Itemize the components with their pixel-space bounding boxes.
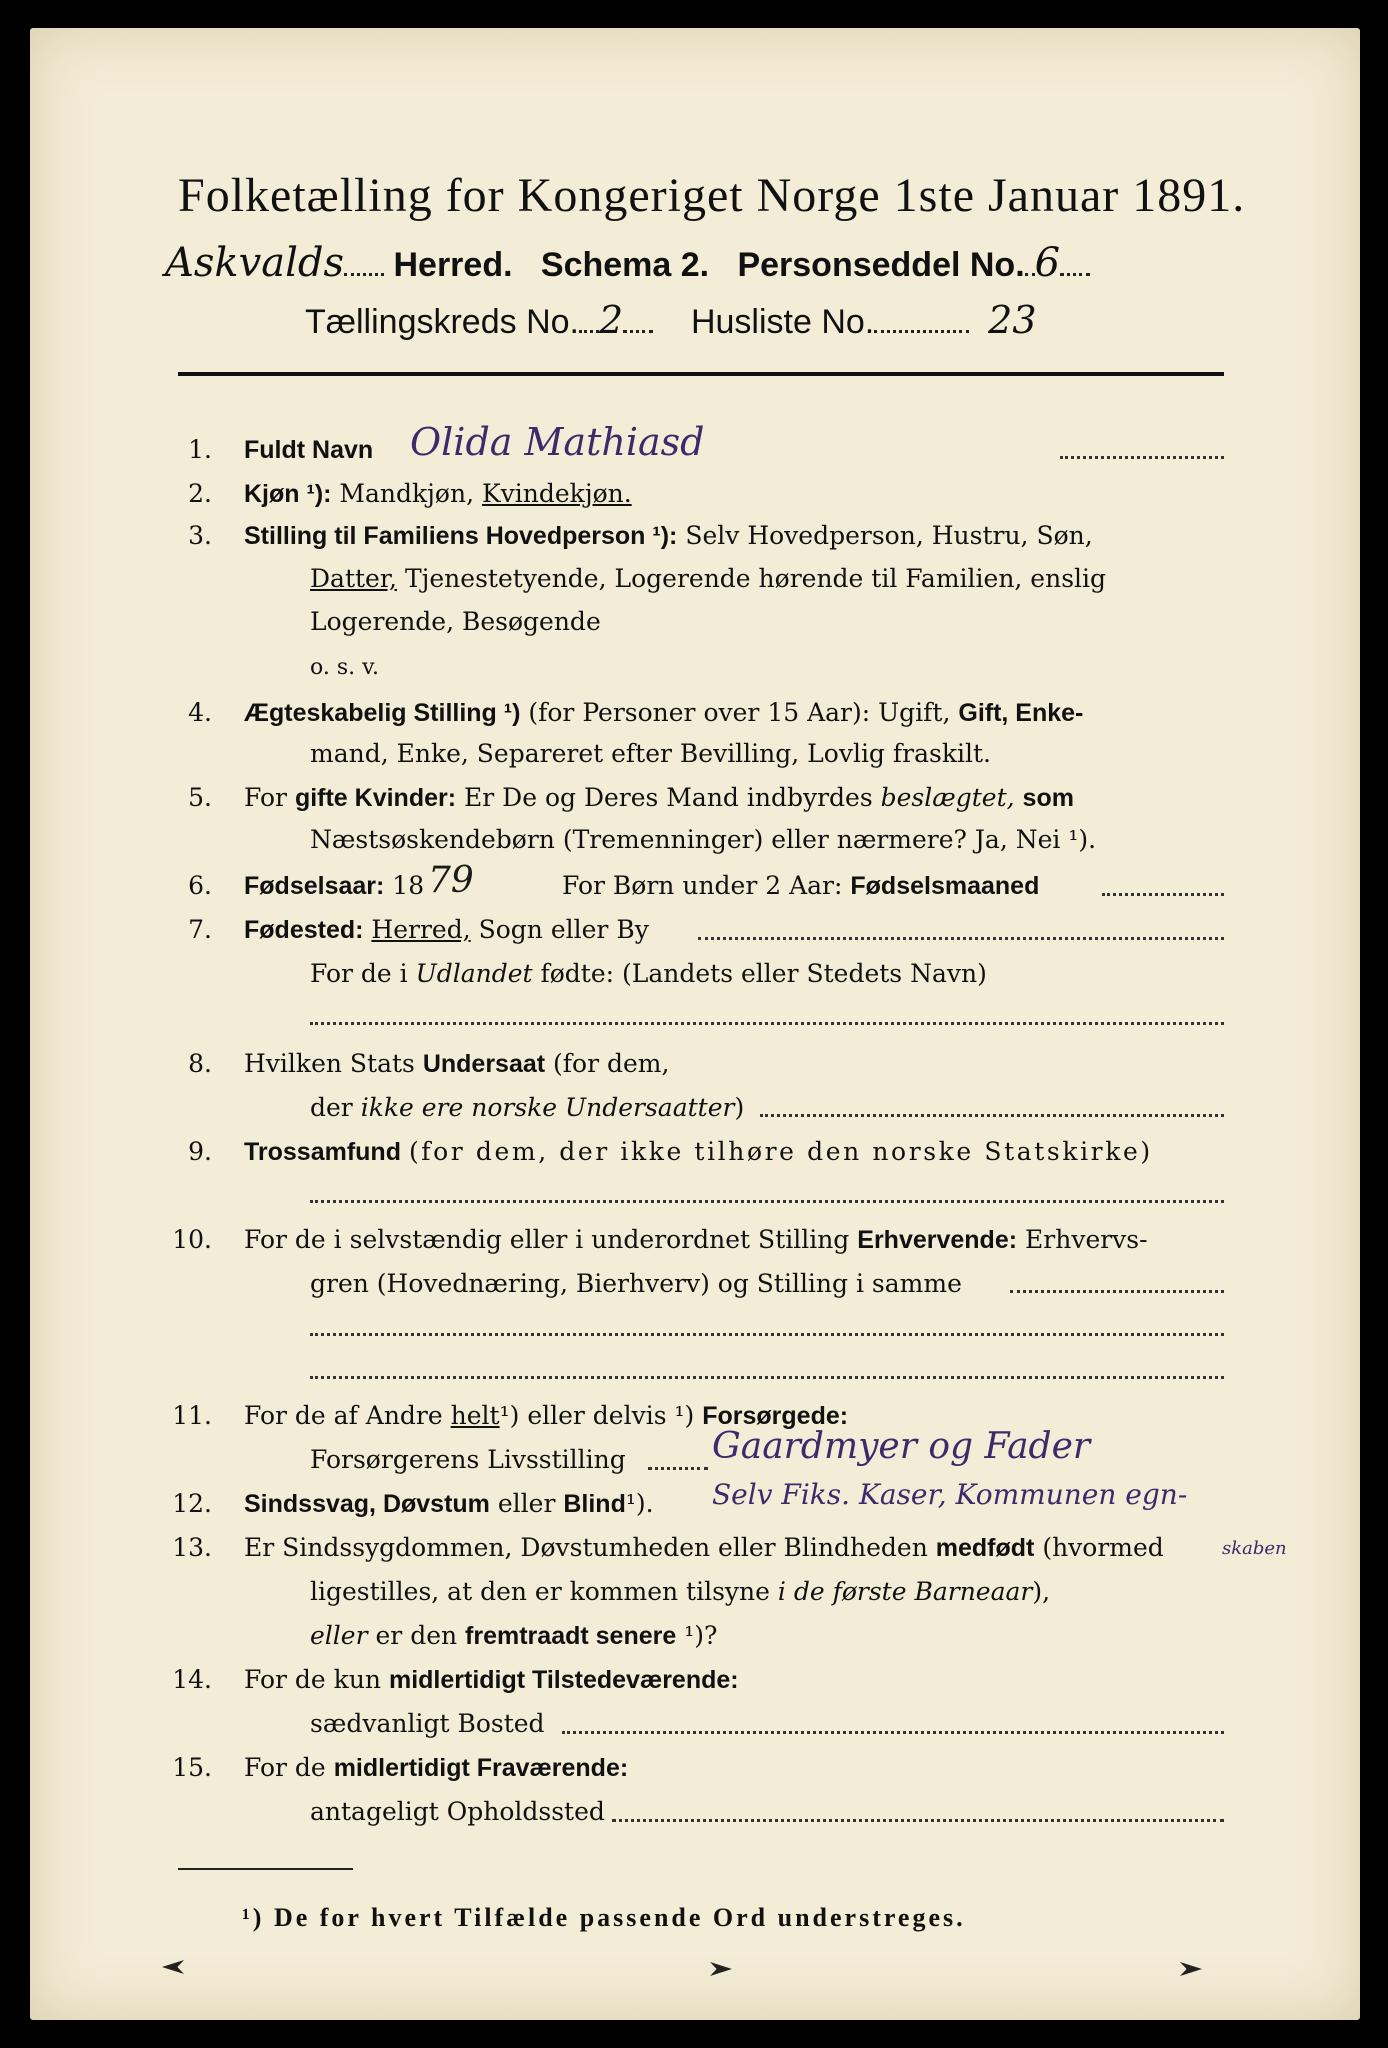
year-prefix: 18 xyxy=(392,871,425,900)
item-label: medfødt xyxy=(935,1534,1035,1562)
herred-value: Askvalds xyxy=(165,240,345,286)
item-text: eller xyxy=(310,1621,368,1650)
item-number: 2. xyxy=(188,479,212,508)
disability-value-continued: skaben xyxy=(1222,1538,1287,1559)
underlined-option: Kvindekjøn. xyxy=(481,479,632,508)
item-text: ¹) xyxy=(499,1401,520,1430)
schema-label: Schema 2. xyxy=(540,246,710,284)
item-text: For xyxy=(244,783,287,812)
item-label: Forsørgede: xyxy=(702,1402,849,1430)
item-text: beslægtet, xyxy=(880,783,1015,812)
fill-line xyxy=(310,1333,1224,1336)
item-text: Er Sindssygdommen, Døvstumheden eller Blindheden xyxy=(244,1533,928,1562)
kreds-label: Tællingskreds No. xyxy=(305,303,579,341)
item-13-line-2 xyxy=(310,1576,1050,1608)
item-text: (for Personer over 15 Aar): Ugift, xyxy=(528,698,951,727)
item-text: i de første Barneaar xyxy=(777,1577,1033,1606)
fill-line xyxy=(310,1376,1224,1379)
item-text: (for dem, xyxy=(553,1049,670,1078)
item-text: (for dem, der ikke tilhøre den norske Statskirke) xyxy=(408,1137,1153,1166)
underlined-option: Datter, xyxy=(310,564,397,593)
item-text: For de i selvstændig eller i underordnet Stilling xyxy=(244,1225,850,1254)
header-rule xyxy=(178,372,1224,376)
item-label: Fødselsmaaned xyxy=(850,872,1040,900)
item-text: Er De og Deres Mand indbyrdes xyxy=(464,783,873,812)
item-text: er den xyxy=(375,1621,458,1650)
item-label: midlertidigt Fraværende: xyxy=(333,1754,629,1782)
item-14-line-2: sædvanligt Bosted xyxy=(310,1709,545,1738)
item-label: gifte Kvinder: xyxy=(294,784,457,812)
item-text: Erhvervs- xyxy=(1025,1225,1148,1254)
item-text: Selv Hovedperson, Hustru, Søn, xyxy=(685,521,1093,550)
item-10-line-2: gren (Hovednæring, Bierhverv) og Stilling i samme xyxy=(310,1269,962,1298)
fill-line xyxy=(310,1022,1224,1025)
fill-line xyxy=(698,937,1224,940)
herred-label: Herred. xyxy=(393,246,513,284)
form-title: Folketælling for Kongeriget Norge 1ste Januar 1891. xyxy=(178,169,1246,222)
item-label: Trossamfund xyxy=(244,1138,401,1166)
personseddel-value: 6 xyxy=(1034,240,1061,286)
item-text: ) xyxy=(734,1093,745,1122)
underlined-option: helt xyxy=(450,1401,500,1430)
item-text: Sogn eller By xyxy=(478,915,649,944)
item-number: 3. xyxy=(188,521,212,550)
item-text: (hvormed xyxy=(1042,1533,1164,1562)
item-text: Hvilken Stats xyxy=(244,1049,415,1078)
item-text: For de i xyxy=(310,959,408,988)
item-number: 10. xyxy=(172,1225,212,1254)
item-text: ¹). xyxy=(625,1489,654,1518)
personseddel-label: Personseddel No. xyxy=(737,246,1025,284)
item-text: Mandkjøn, xyxy=(339,479,475,508)
item-label: Fødselsaar: xyxy=(244,872,385,900)
item-label: Blind xyxy=(563,1490,626,1518)
full-name-value: Olida Mathiasd xyxy=(410,420,705,464)
item-label: Erhvervende: xyxy=(857,1226,1018,1254)
item-label: Fuldt Navn xyxy=(244,436,374,464)
item-number: 15. xyxy=(172,1753,212,1782)
item-label: Gift, Enke- xyxy=(958,699,1084,727)
item-text: For de kun xyxy=(244,1665,382,1694)
item-number: 7. xyxy=(188,915,212,944)
item-7-line-2 xyxy=(310,958,987,990)
item-label: som xyxy=(1022,784,1074,812)
disability-value: Selv Fiks. Kaser, Kommunen egn- xyxy=(712,1478,1188,1511)
fill-line xyxy=(1010,1290,1224,1293)
husliste-label: Husliste No. xyxy=(690,303,875,341)
item-3-line-4: o. s. v. xyxy=(310,655,379,680)
item-text: der xyxy=(310,1093,353,1122)
item-label: midlertidigt Tilstedeværende: xyxy=(388,1666,739,1694)
item-6-part-2 xyxy=(562,870,1039,902)
item-number: 13. xyxy=(172,1533,212,1562)
item-text: eller delvis ¹) xyxy=(527,1401,695,1430)
item-label: Ægteskabelig Stilling ¹) xyxy=(244,699,521,727)
item-text: Tjenestetyende, Logerende hørende til Familien, enslig xyxy=(404,564,1107,593)
item-text: ), xyxy=(1032,1577,1051,1606)
item-label: Stilling til Familiens Hovedperson ¹): xyxy=(244,522,678,550)
item-number: 1. xyxy=(188,435,212,464)
fill-line xyxy=(562,1731,1224,1734)
item-number: 6. xyxy=(188,871,212,900)
item-5-line-2: Næstsøskendebørn (Tremenninger) eller nærmere? Ja, Nei ¹). xyxy=(310,825,1097,854)
item-label: Sindssvag, Døvstum xyxy=(244,1490,490,1518)
underlined-option: Herred, xyxy=(371,915,471,944)
item-number: 9. xyxy=(188,1137,212,1166)
item-number: 12. xyxy=(172,1489,212,1518)
item-text: For de af Andre xyxy=(244,1401,443,1430)
item-number: 11. xyxy=(172,1401,212,1430)
item-text: ikke ere norske Undersaatter xyxy=(360,1093,735,1122)
item-text: For de xyxy=(244,1753,326,1782)
header-row-2 xyxy=(305,298,1037,342)
fill-line xyxy=(760,1114,1224,1117)
fill-line xyxy=(310,1200,1224,1203)
item-text: For Børn under 2 Aar: xyxy=(562,871,843,900)
birth-year-value: 79 xyxy=(428,860,474,901)
item-13-line-3 xyxy=(310,1620,717,1652)
fill-line xyxy=(1060,456,1224,459)
item-label: Fødested: xyxy=(244,916,364,944)
item-number: 8. xyxy=(188,1049,212,1078)
item-number: 5. xyxy=(188,783,212,812)
item-8-line-2 xyxy=(310,1092,744,1124)
item-text: eller xyxy=(497,1489,556,1518)
husliste-value: 23 xyxy=(988,298,1037,342)
item-number: 14. xyxy=(172,1665,212,1694)
item-text: ligestilles, at den er kommen tilsyne xyxy=(310,1577,770,1606)
fill-line xyxy=(648,1467,708,1470)
fill-line xyxy=(612,1819,1224,1822)
item-3-line-2 xyxy=(310,563,1106,595)
footnote: ¹) De for hvert Tilfælde passende Ord understreges. xyxy=(242,1903,966,1932)
header-row-1 xyxy=(165,240,1090,286)
item-text: ¹)? xyxy=(684,1621,718,1650)
item-3-line-3: Logerende, Besøgende xyxy=(310,607,601,636)
item-label: Kjøn ¹): xyxy=(244,480,332,508)
item-text: fødte: (Landets eller Stedets Navn) xyxy=(540,959,987,988)
fill-line xyxy=(1102,893,1224,896)
footnote-rule xyxy=(178,1868,353,1870)
item-15-line-2: antageligt Opholdssted xyxy=(310,1797,605,1826)
kreds-value: 2 xyxy=(598,298,624,342)
item-11-line-2: Forsørgerens Livsstilling xyxy=(310,1445,626,1474)
item-label: fremtraadt senere xyxy=(465,1622,677,1650)
item-text: Udlandet xyxy=(415,959,533,988)
item-4-line-2: mand, Enke, Separeret efter Bevilling, Lovlig fraskilt. xyxy=(310,739,991,768)
item-number: 4. xyxy=(188,698,212,727)
item-label: Undersaat xyxy=(422,1050,546,1078)
provider-occupation-value: Gaardmyer og Fader xyxy=(712,1426,1091,1467)
